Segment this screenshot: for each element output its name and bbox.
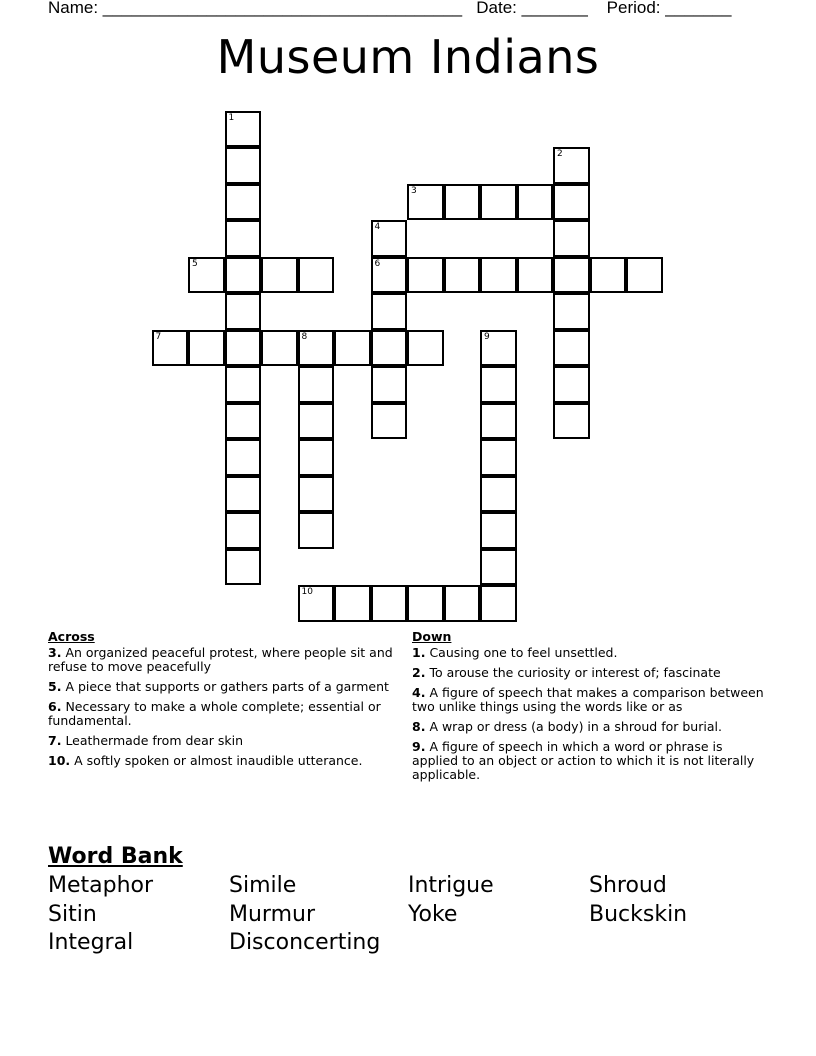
- grid-cell[interactable]: [480, 585, 517, 622]
- clue-number-label: 9: [484, 331, 490, 342]
- across-clues: [48, 630, 393, 774]
- clue-down-9: 9. A figure of speech in which a word or phrase is applied to an object or action to which it is not literally applicable.: [412, 739, 755, 782]
- word-bank-item: Shroud: [589, 873, 667, 898]
- down-clues: [412, 630, 772, 788]
- grid-cell[interactable]: [225, 111, 262, 148]
- grid-cell[interactable]: [298, 257, 335, 294]
- clue-down-2: 2. To arouse the curiosity or interest of; fascinate: [412, 665, 721, 680]
- grid-cell[interactable]: [407, 330, 444, 367]
- grid-cell[interactable]: [626, 257, 663, 294]
- grid-cell[interactable]: [480, 330, 517, 367]
- grid-cell[interactable]: [225, 147, 262, 184]
- clue-number-label: 3: [411, 185, 417, 196]
- grid-cell[interactable]: [298, 439, 335, 476]
- grid-cell[interactable]: [480, 366, 517, 403]
- word-bank-item: Buckskin: [589, 902, 688, 927]
- grid-cell[interactable]: [553, 147, 590, 184]
- grid-cell[interactable]: [517, 184, 554, 221]
- grid-cell[interactable]: [334, 585, 371, 622]
- grid-cell[interactable]: [225, 293, 262, 330]
- grid-cell[interactable]: [480, 476, 517, 513]
- grid-cell[interactable]: [225, 512, 262, 549]
- grid-cell[interactable]: [225, 549, 262, 586]
- grid-cell[interactable]: [590, 257, 627, 294]
- across-heading: Across: [48, 629, 95, 644]
- grid-cell[interactable]: [298, 512, 335, 549]
- grid-cell[interactable]: [371, 293, 408, 330]
- grid-cell[interactable]: [225, 184, 262, 221]
- grid-cell[interactable]: [371, 220, 408, 257]
- clue-down-1: 1. Causing one to feel unsettled.: [412, 645, 618, 660]
- word-bank-item: Yoke: [408, 902, 458, 927]
- grid-cell[interactable]: [480, 549, 517, 586]
- word-bank-item: Murmur: [229, 902, 316, 927]
- grid-cell[interactable]: [553, 257, 590, 294]
- grid-cell[interactable]: [371, 330, 408, 367]
- grid-cell[interactable]: [444, 257, 481, 294]
- grid-cell[interactable]: [261, 257, 298, 294]
- grid-cell[interactable]: [188, 257, 225, 294]
- clue-number-label: 6: [374, 258, 381, 269]
- clue-number-label: 4: [374, 222, 381, 232]
- grid-cell[interactable]: [298, 403, 335, 440]
- word-bank-item: Intrigue: [408, 873, 494, 898]
- header-fields: Name: ______________________________________ Date: _______ Period: _______: [48, 0, 732, 17]
- grid-cell[interactable]: [480, 439, 517, 476]
- clue-down-8: 8. A wrap or dress (a body) in a shroud for burial.: [412, 719, 722, 734]
- grid-cell[interactable]: [553, 293, 590, 330]
- grid-cell[interactable]: [334, 330, 371, 367]
- word-bank-title: Word Bank: [48, 844, 183, 869]
- page-title: Museum Indians: [216, 30, 600, 84]
- grid-cell[interactable]: [225, 439, 262, 476]
- grid-cell[interactable]: [553, 330, 590, 367]
- clue-number-label: 7: [155, 331, 162, 342]
- word-bank-item: Integral: [48, 930, 134, 955]
- grid-cell[interactable]: [444, 184, 481, 221]
- grid-cell[interactable]: [225, 257, 262, 294]
- grid-cell[interactable]: [480, 403, 517, 440]
- grid-cell[interactable]: [298, 476, 335, 513]
- grid-cell[interactable]: [371, 257, 408, 294]
- grid-cell[interactable]: [553, 184, 590, 221]
- grid-cell[interactable]: [444, 585, 481, 622]
- word-bank-item: Sitin: [48, 902, 97, 927]
- clue-across-6: 6. Necessary to make a whole complete; essential or fundamental.: [48, 699, 381, 728]
- clue-across-10: 10. A softly spoken or almost inaudible utterance.: [48, 753, 363, 768]
- grid-cell[interactable]: [371, 585, 408, 622]
- grid-cell[interactable]: [480, 184, 517, 221]
- grid-cell[interactable]: [553, 220, 590, 257]
- grid-cell[interactable]: [407, 184, 444, 221]
- grid-cell[interactable]: [225, 476, 262, 513]
- word-bank-item: Simile: [229, 873, 297, 898]
- grid-cell[interactable]: [225, 403, 262, 440]
- grid-cell[interactable]: [152, 330, 189, 367]
- grid-cell[interactable]: [298, 585, 335, 622]
- grid-cell[interactable]: [517, 257, 554, 294]
- clue-across-3: 3. An organized peaceful protest, where people sit and refuse to move peacefully: [48, 645, 393, 674]
- grid-cell[interactable]: [371, 366, 408, 403]
- grid-cell[interactable]: [371, 403, 408, 440]
- grid-cell[interactable]: [480, 512, 517, 549]
- grid-cell[interactable]: [480, 257, 517, 294]
- grid-cell[interactable]: [225, 366, 262, 403]
- grid-cell[interactable]: [298, 330, 335, 367]
- down-heading: Down: [412, 629, 452, 644]
- clue-number-label: 1: [228, 112, 235, 123]
- word-bank-item: Metaphor: [48, 873, 154, 898]
- clue-number-label: 10: [301, 587, 313, 597]
- grid-cell[interactable]: [553, 366, 590, 403]
- clue-number-label: 8: [301, 331, 308, 342]
- clue-down-4: 4. A figure of speech that makes a comparison between two unlike things using the words like or as: [412, 685, 764, 714]
- clue-number-label: 2: [557, 149, 563, 159]
- grid-cell[interactable]: [298, 366, 335, 403]
- clue-across-7: 7. Leathermade from dear skin: [48, 733, 244, 748]
- grid-cell[interactable]: [225, 220, 262, 257]
- clue-across-5: 5. A piece that supports or gathers parts of a garment: [48, 679, 389, 694]
- clue-number-label: 5: [192, 258, 198, 269]
- grid-cell[interactable]: [407, 585, 444, 622]
- grid-cell[interactable]: [407, 257, 444, 294]
- grid-cell[interactable]: [261, 330, 298, 367]
- grid-cell[interactable]: [225, 330, 262, 367]
- grid-cell[interactable]: [188, 330, 225, 367]
- grid-cell[interactable]: [553, 403, 590, 440]
- word-bank-item: Disconcerting: [229, 930, 381, 955]
